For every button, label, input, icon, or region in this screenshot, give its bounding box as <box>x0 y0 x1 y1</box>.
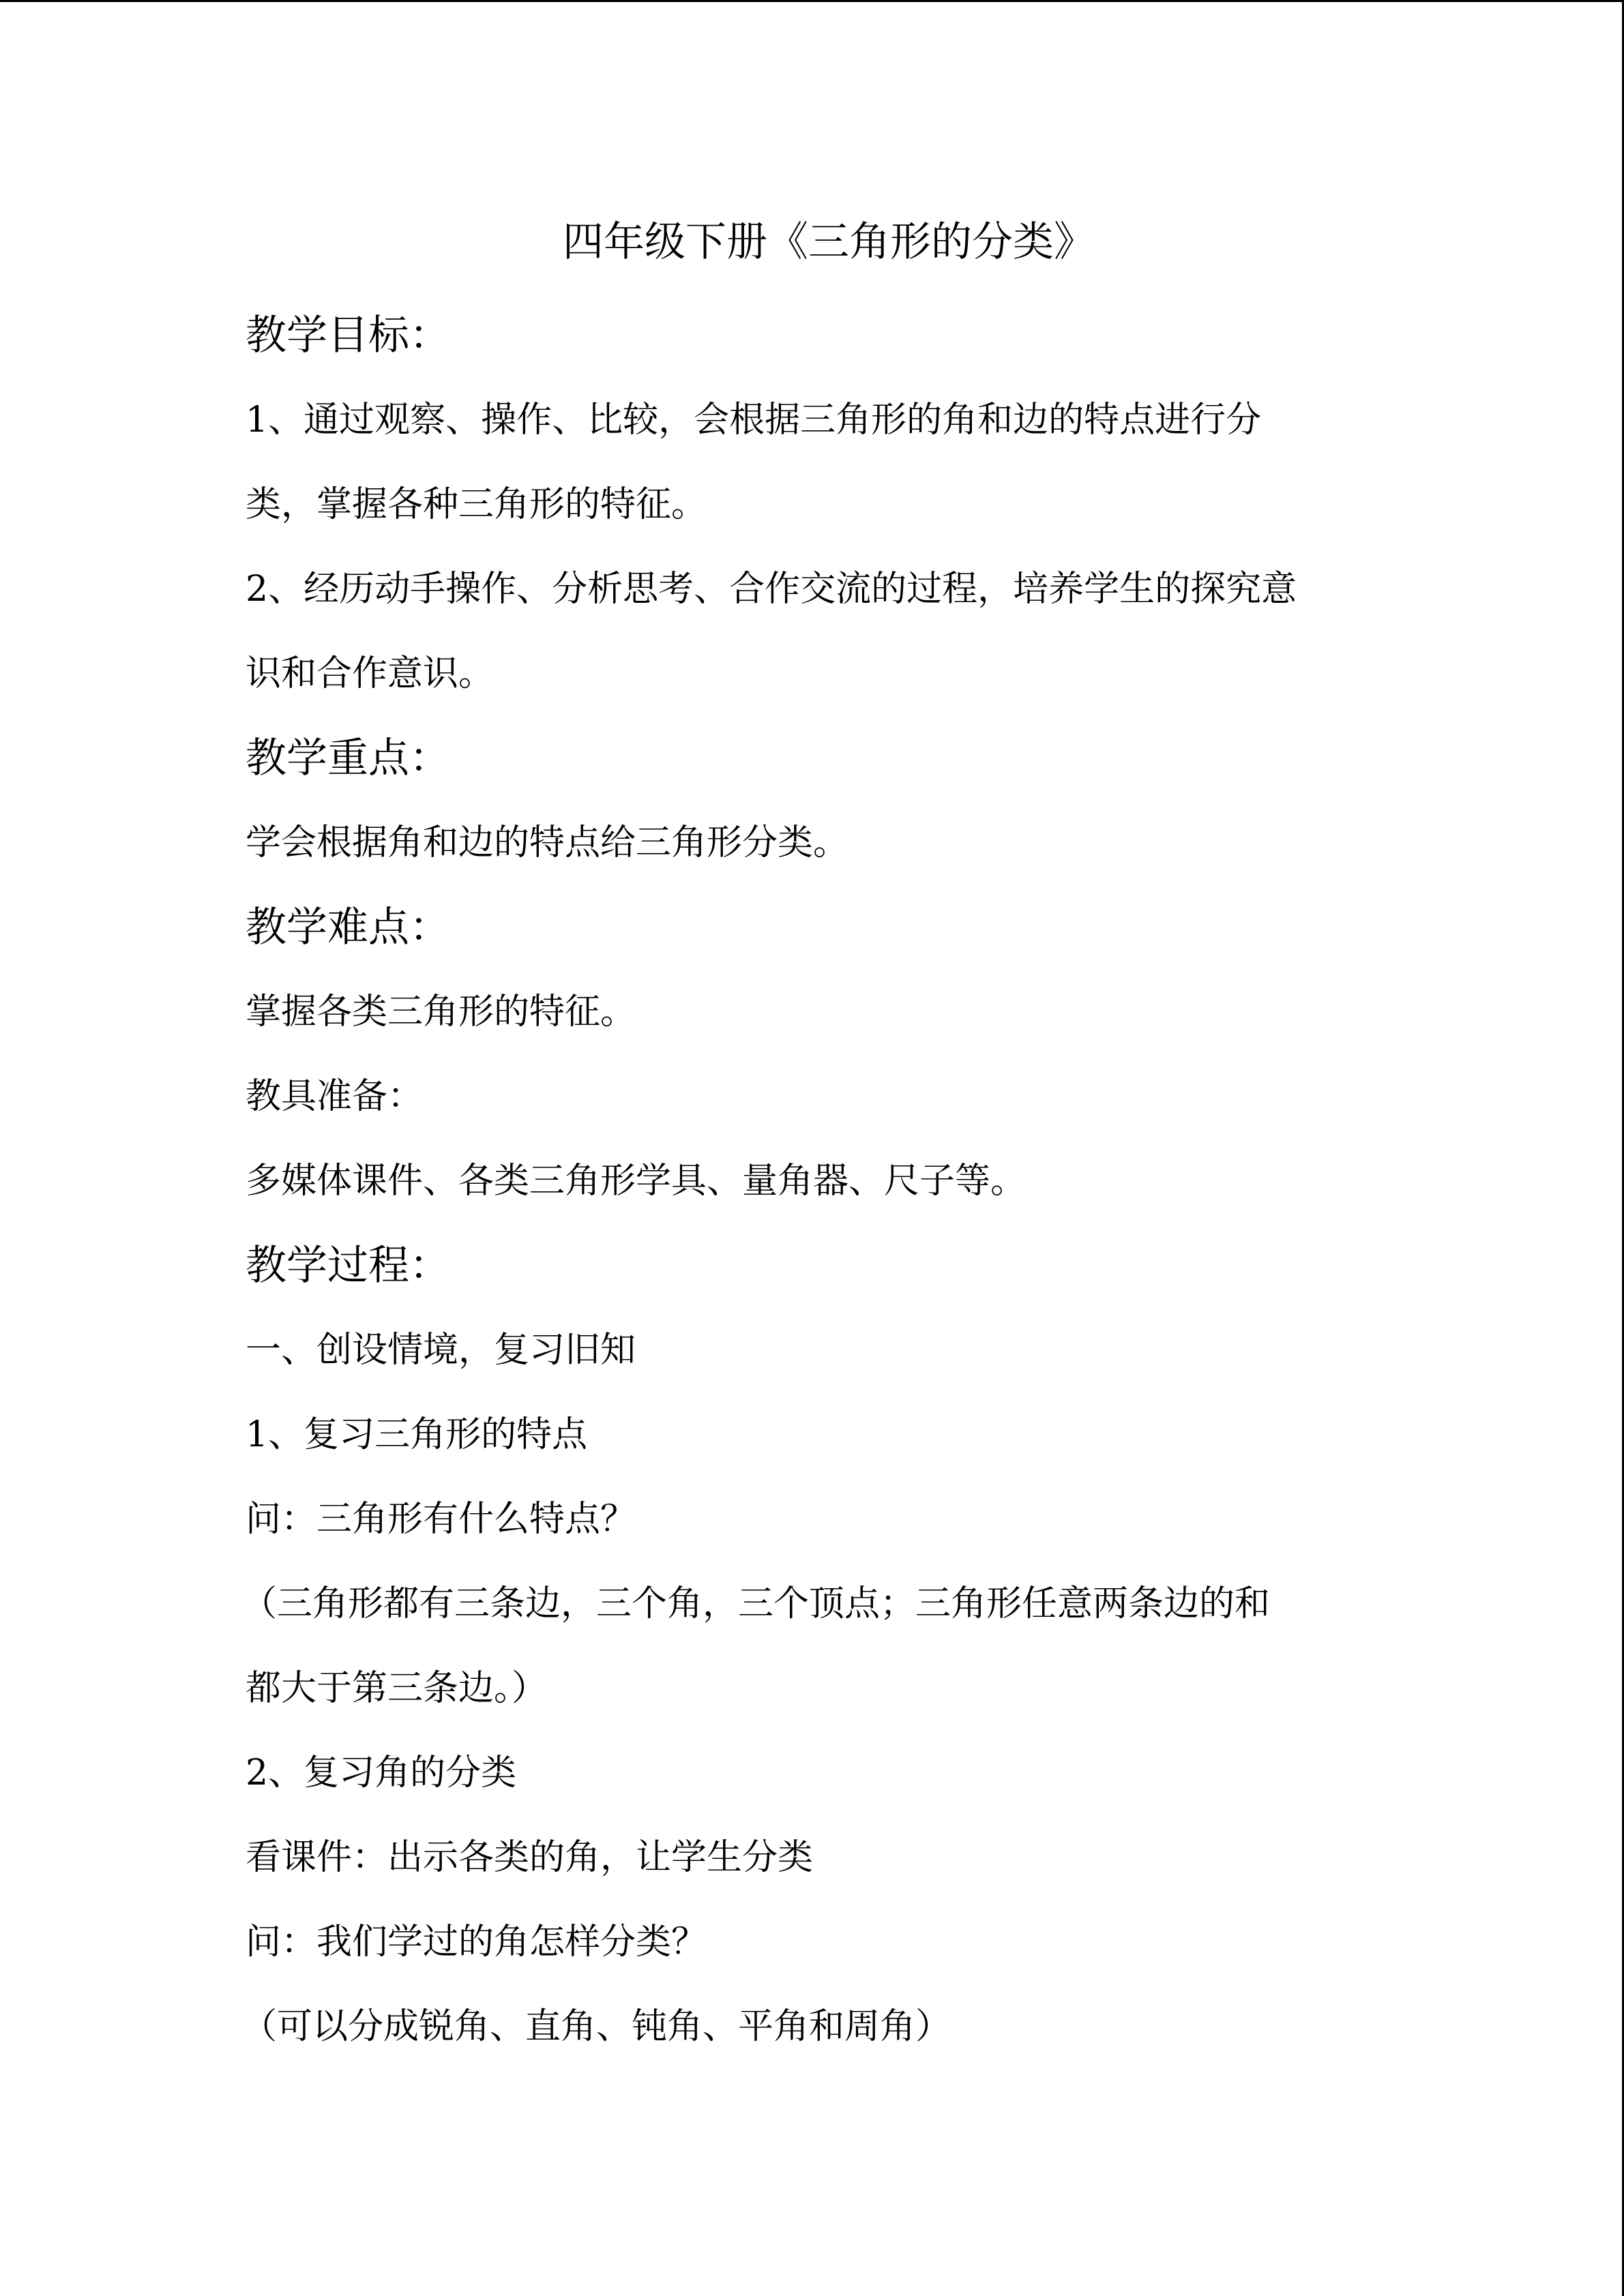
process-question-1: 问：三角形有什么特点？ <box>246 1499 636 1540</box>
process-review-1-title: 1、复习三角形的特点 <box>246 1414 588 1455</box>
document-body <box>241 205 1391 2069</box>
objective-2-line-2: 识和合作意识。 <box>246 653 494 694</box>
process-question-2: 问：我们学过的角怎样分类？ <box>246 1922 707 1963</box>
section-heading-objectives: 教学目标： <box>246 312 450 359</box>
materials-text: 多媒体课件、各类三角形学具、量角器、尺子等。 <box>246 1161 1027 1202</box>
process-review-2-title: 2、复习角的分类 <box>246 1753 517 1793</box>
section-heading-materials: 教具准备： <box>246 1076 424 1117</box>
process-answer-2: （可以分成锐角、直角、钝角、平角和周角） <box>241 2006 951 2047</box>
process-step-1-title: 一、创设情境，复习旧知 <box>246 1330 636 1371</box>
process-courseware-note: 看课件：出示各类的角，让学生分类 <box>246 1837 814 1878</box>
objective-2-line-1: 2、经历动手操作、分析思考、合作交流的过程，培养学生的探究意 <box>246 569 1297 610</box>
difficulties-text: 掌握各类三角形的特征。 <box>246 992 636 1032</box>
section-heading-process: 教学过程： <box>246 1242 450 1289</box>
section-heading-key-points: 教学重点： <box>246 734 450 782</box>
key-points-text: 学会根据角和边的特点给三角形分类。 <box>246 822 849 863</box>
document-title: 四年级下册《三角形的分类》 <box>563 218 1095 266</box>
page-border-top <box>0 0 1624 2</box>
section-heading-difficulties: 教学难点： <box>246 904 450 951</box>
objective-1-line-1: 1、通过观察、操作、比较，会根据三角形的角和边的特点进行分 <box>246 400 1262 441</box>
process-answer-1-line-2: 都大于第三条边。） <box>246 1668 548 1709</box>
objective-1-line-2: 类，掌握各种三角形的特征。 <box>246 484 707 525</box>
process-answer-1-line-1: （三角形都有三条边，三个角，三个顶点；三角形任意两条边的和 <box>241 1583 1271 1624</box>
